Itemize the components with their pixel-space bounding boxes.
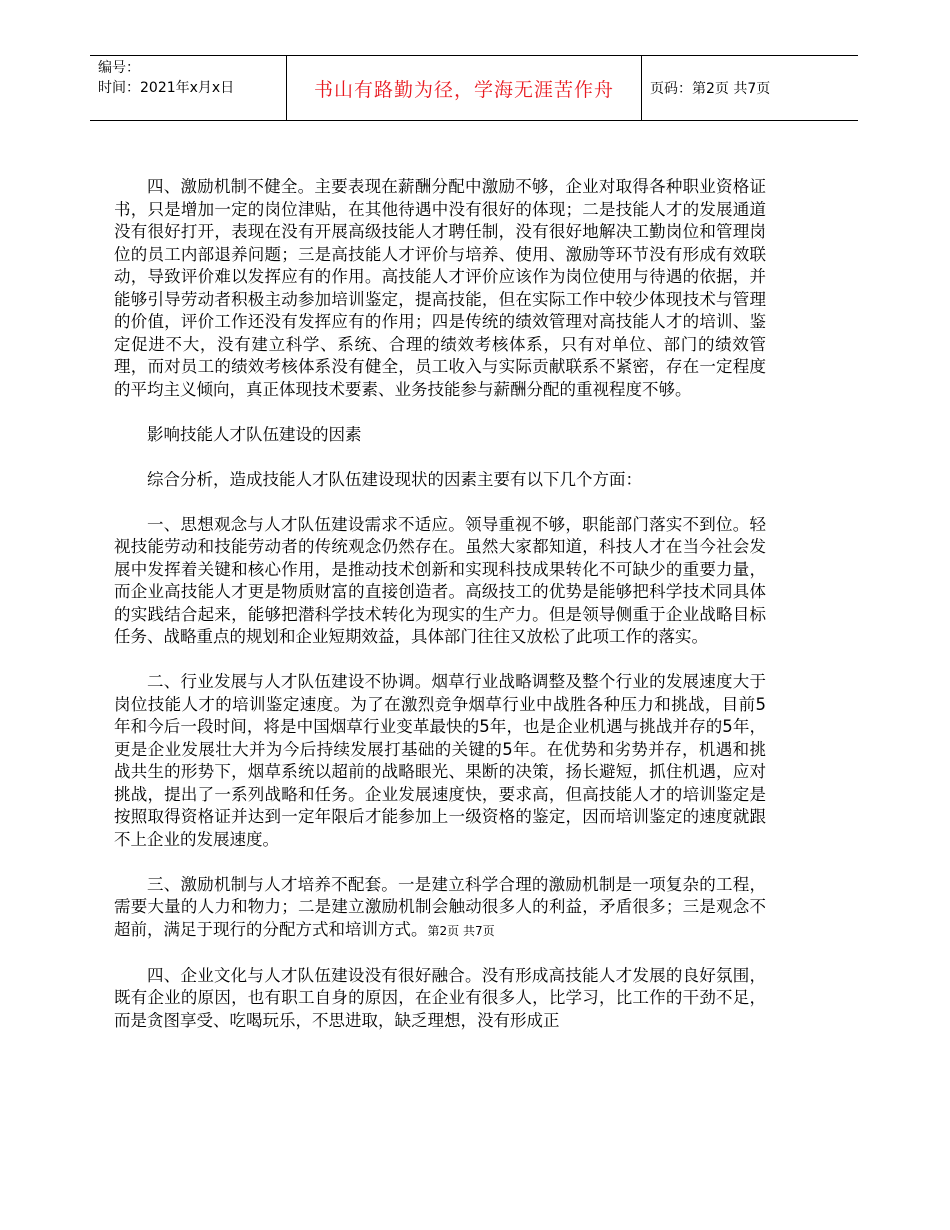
paragraph-factor-2: 二、行业发展与人才队伍建设不协调。烟草行业战略调整及整个行业的发展速度大于岗位技能人才的培训鉴定速度。为了在激烈竞争烟草行业中战胜各种压力和挑战，目前5年和今后一段时间，将是中国烟草行业变革最快的5年，也是企业机遇与挑战并存的5年，更是企业发展壮大并为今后持续发展打基础的关键的5年。在优势和劣势并存，机遇和挑战共生的形势下，烟草系统以超前的战略眼光、果断的决策，扬长避短，抓住机遇，应对挑战，提出了一系列战略和任务。企业发展速度快，要求高，但高技能人才的培训鉴定是按照取得资格证并达到一定年限后才能参加上一级资格的鉴定，因而培训鉴定的速度就跟不上企业的发展速度。 (114, 672, 766, 849)
paragraph-factor-3-text: 三、激励机制与人才培养不配套。一是建立科学合理的激励机制是一项复杂的工程，需要大量的人力和物力；二是建立激励机制会触动很多人的利益，矛盾很多；三是观念不超前，满足于现行的分配方式和培训方式。 (114, 874, 766, 939)
page-header (90, 55, 858, 121)
document-body (114, 176, 766, 1055)
paragraph-factor-1: 一、思想观念与人才队伍建设需求不适应。领导重视不够，职能部门落实不到位。轻视技能劳动和技能劳动者的传统观念仍然存在。虽然大家都知道，科技人才在当今社会发展中发挥着关键和核心作用，是推动技术创新和实现科技成果转化不可缺少的重要力量，而企业高技能人才更是物质财富的直接创造者。高级技工的优势是能够把科学技术同具体的实践结合起来，能够把潜科学技术转化为现实的生产力。但是领导侧重于企业战略目标任务、战略重点的规划和企业短期效益，具体部门往往又放松了此项工作的落实。 (114, 514, 766, 646)
header-page-label: 页码：第2页 共7页 (650, 81, 771, 97)
paragraph-summary: 综合分析，造成技能人才队伍建设现状的因素主要有以下几个方面： (147, 469, 642, 489)
serial-label: 编号： (98, 60, 140, 76)
inline-page-mark: 第2页 共7页 (427, 923, 495, 938)
paragraph-incentive-mechanism: 四、激励机制不健全。主要表现在薪酬分配中激励不够，企业对取得各种职业资格证书，只是增加一定的岗位津贴，在其他待遇中没有很好的体现；二是技能人才的发展通道没有很好打开，表现在没有开展高级技能人才聘任制，没有很好地解决工勤岗位和管理岗位的员工内部退养问题；三是高技能人才评价与培养、使用、激励等环节没有形成有效联动，导致评价难以发挥应有的作用。高技能人才评价应该作为岗位使用与待遇的依据，并能够引导劳动者积极主动参加培训鉴定，提高技能，但在实际工作中较少体现技术与管理的价值，评价工作还没有发挥应有的作用；四是传统的绩效管理对高技能人才的培训、鉴定促进不大，没有建立科学、系统、合理的绩效考核体系，只有对单位、部门的绩效管理，而对员工的绩效考核体系没有健全，员工收入与实际贡献联系不紧密，存在一定程度的平均主义倾向，真正体现技术要素、业务技能参与薪酬分配的重视程度不够。 (114, 177, 766, 399)
header-meta (90, 56, 286, 120)
header-motto: 书山有路勤为径，学海无涯苦作舟 (286, 56, 642, 120)
paragraph-factor-3 (114, 874, 766, 943)
time-label: 时间：2021年x月x日 (98, 80, 235, 96)
section-heading: 影响技能人才队伍建设的因素 (147, 424, 362, 444)
paragraph-factor-4: 四、企业文化与人才队伍建设没有很好融合。没有形成高技能人才发展的良好氛围，既有企业的原因，也有职工自身的原因，在企业有很多人，比学习，比工作的干劲不足，而是贪图享受、吃喝玩乐，不思进取，缺乏理想，没有形成正 (114, 965, 766, 1030)
